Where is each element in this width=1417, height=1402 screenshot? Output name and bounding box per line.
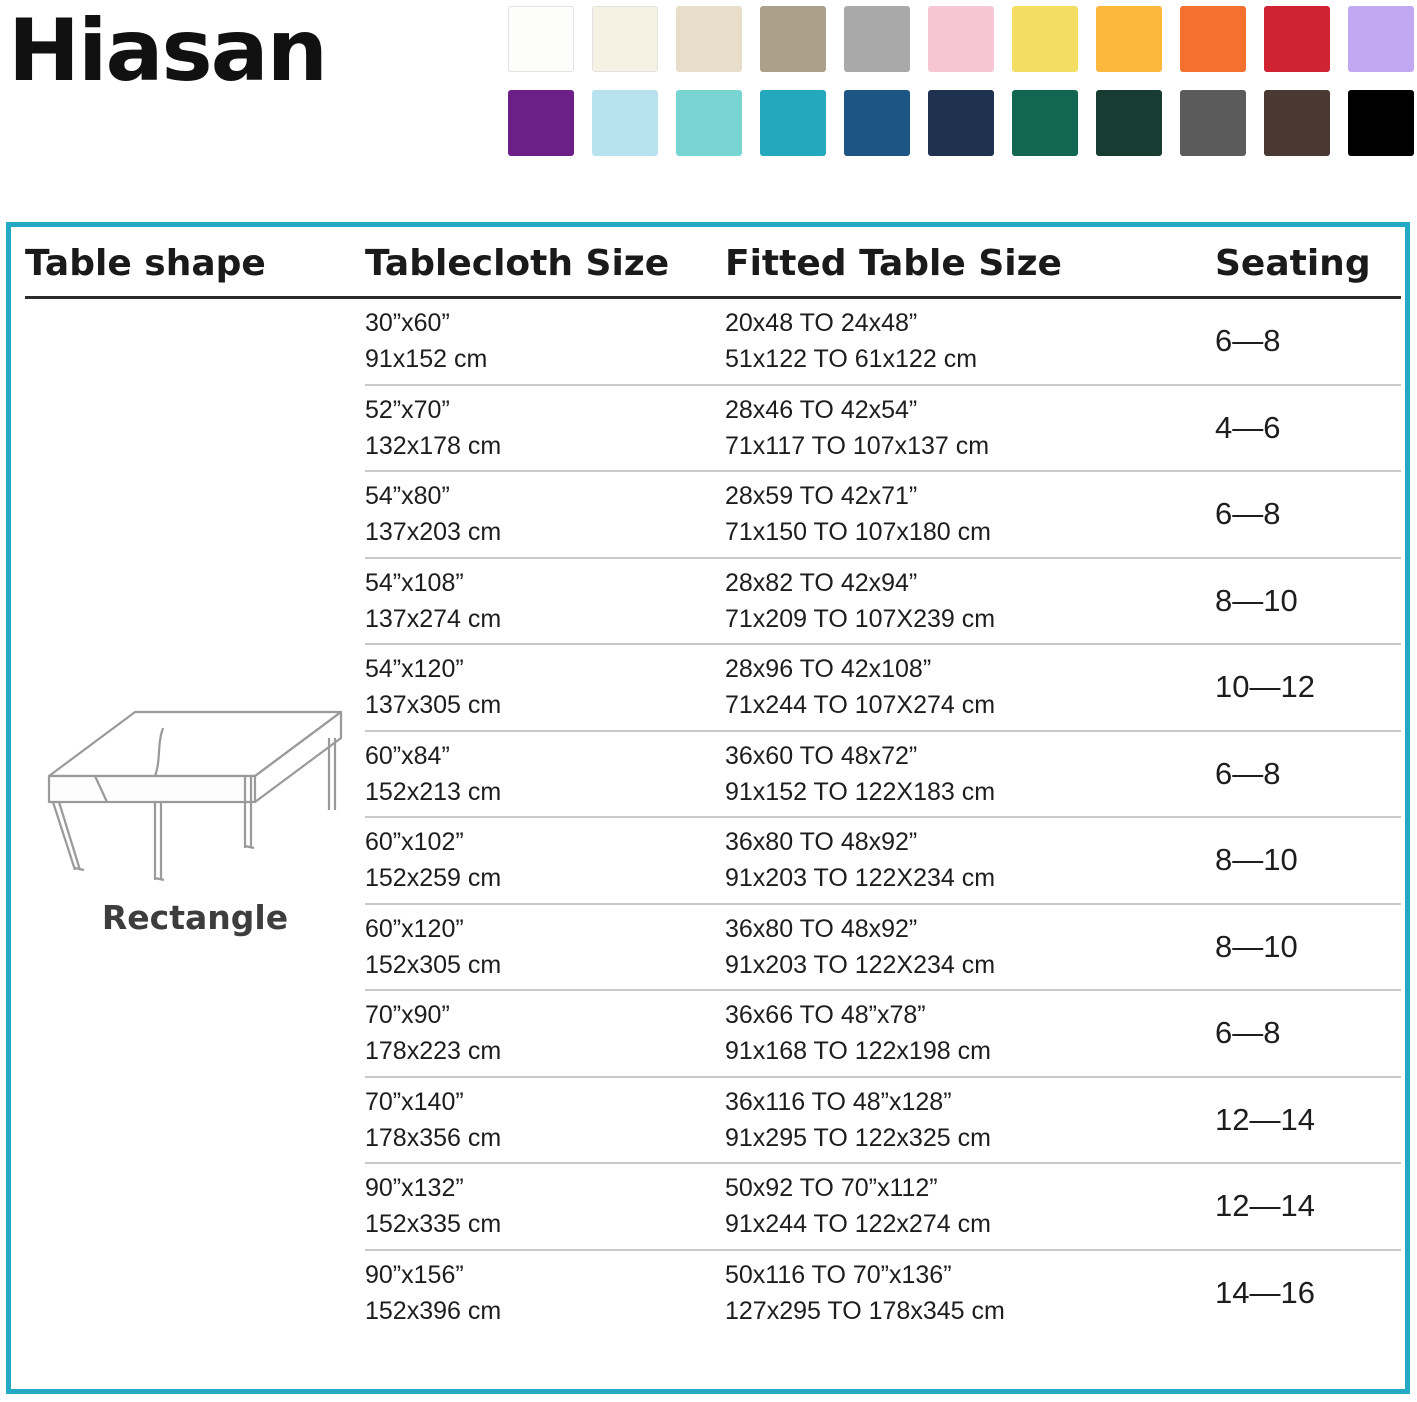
color-swatch-aqua [676, 90, 742, 156]
fitted-size-inches: 50x92 TO 70”x112” [725, 1174, 938, 1202]
color-swatch-beige [676, 6, 742, 72]
size-chart-body [25, 298, 1401, 1336]
fitted-table-size-cell [725, 298, 1215, 385]
color-swatch-denim-blue [844, 90, 910, 156]
color-swatch-light-blue [592, 90, 658, 156]
fitted-size-cm: 91x244 TO 122x274 cm [725, 1210, 991, 1239]
fitted-table-size-cell [725, 731, 1215, 818]
tablecloth-size-cell [365, 731, 725, 818]
tablecloth-size-inches: 60”x120” [365, 914, 464, 943]
size-chart-table [25, 237, 1401, 1335]
color-swatch-lavender [1348, 6, 1414, 72]
seating-cell: 6—8 [1215, 298, 1401, 385]
color-swatch-emerald [1012, 90, 1078, 156]
fitted-size-cm: 71x117 TO 107x137 cm [725, 431, 990, 460]
fitted-size-cm: 91x203 TO 122X234 cm [725, 950, 996, 979]
fitted-table-size-cell [725, 1250, 1215, 1336]
tablecloth-size-inches: 90”x132” [365, 1174, 464, 1202]
color-swatch-navy [928, 90, 994, 156]
seating-cell: 14—16 [1215, 1274, 1315, 1310]
fitted-size-inches: 28x96 TO 42x108” [725, 655, 932, 683]
color-swatch-gold [1096, 6, 1162, 72]
color-swatch-yellow [1012, 6, 1078, 72]
tablecloth-size-cell [365, 471, 725, 558]
tablecloth-size-cell [365, 817, 725, 904]
fitted-size-cm: 127x295 TO 178x345 cm [725, 1296, 1005, 1325]
fitted-size-inches: 28x82 TO 42x94” [725, 568, 918, 597]
tablecloth-size-cell [365, 298, 725, 385]
seating-cell: 6—8 [1215, 471, 1401, 558]
fitted-size-inches: 28x59 TO 42x71” [725, 482, 918, 510]
fitted-size-cm: 71x150 TO 107x180 cm [725, 518, 991, 547]
seating-cell: 6—8 [1215, 731, 1401, 818]
table-shape-label: Rectangle [101, 897, 289, 937]
tablecloth-size-cell [365, 1250, 725, 1336]
tablecloth-size-cell [365, 1163, 725, 1250]
fitted-table-size-cell [725, 904, 1215, 991]
seating-cell: 4—6 [1215, 385, 1401, 472]
tablecloth-size-cm: 152x213 cm [365, 777, 502, 806]
fitted-size-cm: 91x152 TO 122X183 cm [725, 777, 996, 806]
page-header [0, 0, 1417, 200]
color-swatch-dark-brown [1264, 90, 1330, 156]
seating-cell: 6—8 [1215, 990, 1401, 1077]
fitted-size-inches: 36x80 TO 48x92” [725, 914, 918, 943]
fitted-size-cm: 71x209 TO 107X239 cm [725, 604, 996, 633]
tablecloth-size-cm: 137x274 cm [365, 604, 502, 633]
tablecloth-size-inches: 54”x80” [365, 482, 450, 510]
fitted-size-cm: 91x203 TO 122X234 cm [725, 864, 996, 893]
tablecloth-size-cell [365, 558, 725, 645]
tablecloth-size-inches: 70”x90” [365, 1001, 450, 1029]
color-swatch-pink [928, 6, 994, 72]
tablecloth-size-cell [365, 990, 725, 1077]
fitted-table-size-cell [725, 817, 1215, 904]
color-swatch-grid [508, 6, 1417, 162]
size-chart-card [6, 222, 1410, 1394]
fitted-size-inches: 36x80 TO 48x92” [725, 828, 918, 856]
color-swatch-orange [1180, 6, 1246, 72]
tablecloth-size-cm: 132x178 cm [365, 431, 502, 460]
fitted-size-inches: 20x48 TO 24x48” [725, 309, 918, 337]
column-header-tablecloth-size: Tablecloth Size [365, 237, 725, 298]
tablecloth-size-cm: 152x335 cm [365, 1210, 502, 1239]
fitted-table-size-cell [725, 644, 1215, 731]
fitted-table-size-cell [725, 1077, 1215, 1164]
fitted-size-inches: 28x46 TO 42x54” [725, 395, 918, 424]
fitted-table-size-cell [725, 558, 1215, 645]
tablecloth-size-inches: 30”x60” [365, 309, 450, 337]
fitted-size-inches: 36x66 TO 48”x78” [725, 1001, 926, 1029]
column-header-table-shape: Table shape [25, 237, 365, 298]
color-swatch-red [1264, 6, 1330, 72]
tablecloth-size-cm: 137x203 cm [365, 518, 502, 547]
tablecloth-size-cm: 91x152 cm [365, 345, 488, 374]
color-swatch-black [1348, 90, 1414, 156]
tablecloth-size-cell [365, 385, 725, 472]
brand-logo: Hiasan [8, 1, 326, 101]
seating-cell: 8—10 [1215, 558, 1401, 645]
tablecloth-size-inches: 70”x140” [365, 1087, 464, 1116]
tablecloth-size-inches: 54”x108” [365, 568, 464, 597]
table-row [25, 298, 1401, 385]
tablecloth-size-inches: 90”x156” [365, 1260, 464, 1289]
fitted-table-size-cell [725, 1163, 1215, 1250]
seating-cell: 10—12 [1215, 644, 1401, 731]
column-header-fitted-table-size: Fitted Table Size [725, 237, 1215, 298]
fitted-size-cm: 91x295 TO 122x325 cm [725, 1123, 991, 1152]
fitted-table-size-cell [725, 990, 1215, 1077]
color-swatch-white [508, 6, 574, 72]
color-swatch-purple [508, 90, 574, 156]
tablecloth-size-inches: 52”x70” [365, 395, 450, 424]
fitted-size-cm: 51x122 TO 61x122 cm [725, 345, 978, 374]
rectangle-table-icon [35, 698, 355, 888]
fitted-table-size-cell [725, 471, 1215, 558]
tablecloth-size-cm: 137x305 cm [365, 691, 502, 720]
seating-cell: 12—14 [1215, 1163, 1401, 1250]
fitted-size-inches: 50x116 TO 70”x136” [725, 1260, 952, 1289]
seating-cell: 12—14 [1215, 1077, 1401, 1164]
fitted-size-inches: 36x60 TO 48x72” [725, 741, 918, 770]
tablecloth-size-cm: 152x259 cm [365, 864, 502, 893]
tablecloth-size-inches: 60”x84” [365, 741, 450, 770]
column-header-seating: Seating [1215, 237, 1401, 298]
tablecloth-size-cm: 178x223 cm [365, 1037, 502, 1066]
tablecloth-size-cell [365, 1077, 725, 1164]
fitted-size-cm: 91x168 TO 122x198 cm [725, 1037, 991, 1066]
fitted-size-inches: 36x116 TO 48”x128” [725, 1087, 952, 1116]
fitted-table-size-cell [725, 385, 1215, 472]
tablecloth-size-cell [365, 644, 725, 731]
color-swatch-ivory [592, 6, 658, 72]
color-swatch-charcoal-gray [1180, 90, 1246, 156]
color-swatch-gray [844, 6, 910, 72]
tablecloth-size-cm: 178x356 cm [365, 1123, 502, 1152]
tablecloth-size-inches: 60”x102” [365, 828, 464, 856]
color-swatch-teal [760, 90, 826, 156]
color-swatch-dark-green [1096, 90, 1162, 156]
color-swatch-taupe [760, 6, 826, 72]
tablecloth-size-cell [365, 904, 725, 991]
tablecloth-size-inches: 54”x120” [365, 655, 464, 683]
tablecloth-size-cm: 152x305 cm [365, 950, 502, 979]
table-shape-cell [25, 298, 365, 1336]
seating-cell: 8—10 [1215, 904, 1401, 991]
fitted-size-cm: 71x244 TO 107X274 cm [725, 691, 996, 720]
tablecloth-size-cm: 152x396 cm [365, 1296, 502, 1325]
seating-cell: 8—10 [1215, 817, 1401, 904]
